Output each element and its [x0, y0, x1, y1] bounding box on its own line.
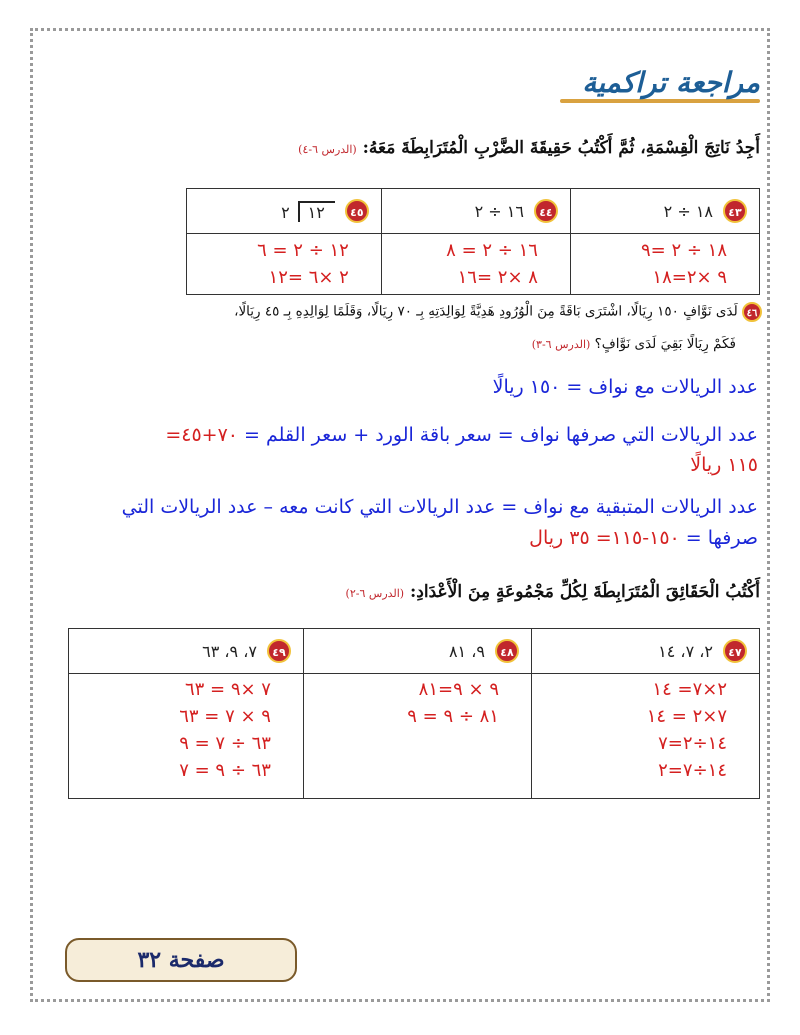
answer-line: ١٢ ÷ ٢ = ٦	[257, 240, 349, 261]
question-number-badge: ٤٦	[742, 302, 762, 322]
fact-family-table	[68, 628, 760, 799]
answer-line: ٧×٢ = ١٤	[646, 706, 727, 727]
q1-instruction	[40, 138, 760, 158]
q1-instruction-text: أَجِدُ نَاتِجَ الْقِسْمَةِ، ثُمَّ أَكْتُبُ حَقِيقَةَ الضَّرْبِ الْمُتَرَابِطَةَ مَعَهُ:	[362, 138, 760, 158]
q3-answer-49	[69, 674, 304, 799]
q3-instruction	[40, 582, 760, 602]
long-division	[281, 201, 335, 222]
section-title: مراجعة تراكمية	[582, 66, 760, 99]
answer-line: ١٤÷٧=٢	[658, 760, 727, 781]
q1-answer-45	[187, 234, 382, 295]
question-number-badge: ٤٥	[345, 199, 369, 223]
answer-line: ١٤÷٢=٧	[658, 733, 727, 754]
division-expression: ١٦ ÷ ٢	[474, 201, 524, 221]
q1-cell-43-header	[570, 189, 759, 234]
answer-line: ٢×٧= ١٤	[652, 679, 727, 700]
q3-answer-47	[531, 674, 759, 799]
answer-line: ٩ × ٩=٨١	[418, 679, 499, 700]
q1-answer-43	[570, 234, 759, 295]
q2-text-line1: لَدَى نَوَّافٍ ١٥٠ رِيَالًا، اشْتَرَى بَاقَةً مِنَ الْوُرُودِ هَدِيَّةً لِوَالِدَتِهِ بِـ ٧٠ رِيَالًا، وَقَلَمًا لِوَالِدِهِ بِـ ٤٥ رِيَالًا،	[234, 303, 738, 320]
number-set: ٧، ٩، ٦٣	[202, 641, 257, 661]
answer-line: ٧ ×٩ = ٦٣	[184, 679, 271, 700]
q1-lesson-ref: (الدرس ٦-٤)	[298, 143, 357, 156]
q3-lesson-ref: (الدرس ٦-٢)	[345, 587, 405, 600]
answer-line: ٨١ ÷ ٩ = ٩	[407, 706, 499, 727]
page-number-text: صفحة ٣٢	[137, 947, 225, 973]
solution-spent-label: عدد الريالات التي صرفها نواف = سعر باقة الورد + سعر القلم =	[238, 424, 758, 446]
number-set: ٢، ٧، ١٤	[658, 641, 713, 661]
q2-lesson-ref: (الدرس ٦-٣)	[531, 338, 591, 351]
question-number-badge: ٤٤	[534, 199, 558, 223]
q3-cell-49-header	[69, 629, 304, 674]
answer-line: ٦٣ ÷ ٧ = ٩	[179, 733, 271, 754]
solution-line-2	[38, 424, 758, 446]
q3-instruction-text: أَكْتُبُ الْحَقَائِقَ الْمُتَرَابِطَةَ لِكُلِّ مَجْمُوعَةٍ مِنَ الْأَعْدَادِ:	[410, 582, 760, 602]
question-number-badge: ٤٨	[495, 639, 519, 663]
answer-line: ٩ ×٢=١٨	[652, 267, 727, 288]
title-underline	[560, 99, 760, 103]
answer-line: ١٦ ÷ ٢ = ٨	[446, 240, 538, 261]
page-number-label	[65, 938, 297, 982]
solution-spent-calc: ٧٠+٤٥=	[165, 424, 239, 446]
q3-cell-47-header	[531, 629, 759, 674]
solution-line-5	[38, 527, 758, 549]
q1-answer-44	[381, 234, 570, 295]
answer-line: ٢ ×٦ =١٢	[268, 267, 349, 288]
solution-line-4: عدد الريالات المتبقية مع نواف = عدد الريالات التي كانت معه – عدد الريالات التي	[121, 496, 758, 518]
q2-text-line2: فَكَمْ رِيَالًا بَقِيَ لَدَى نَوَّافٍ؟	[594, 336, 736, 352]
q3-cell-48-header	[303, 629, 531, 674]
answer-line: ١٨ ÷ ٢ =٩	[640, 240, 727, 261]
solution-line-1: عدد الريالات مع نواف = ١٥٠ ريالًا	[492, 376, 758, 398]
divisor: ٢	[281, 202, 290, 222]
answer-line: ٨ ×٢ =١٦	[457, 267, 538, 288]
number-set: ٩، ٨١	[448, 641, 485, 661]
question-number-badge: ٤٩	[267, 639, 291, 663]
answer-line: ٩ × ٧ = ٦٣	[179, 706, 271, 727]
answer-line: ٦٣ ÷ ٩ = ٧	[179, 760, 271, 781]
solution-remaining-label: صرفها =	[679, 527, 758, 549]
section-title-wrap	[560, 66, 760, 103]
q1-cell-44-header	[381, 189, 570, 234]
division-expression: ١٨ ÷ ٢	[663, 201, 713, 221]
division-table	[186, 188, 760, 295]
solution-line-3: ١١٥ ريالًا	[690, 454, 758, 476]
dividend: ١٢	[298, 201, 335, 222]
q1-cell-45-header	[187, 189, 382, 234]
solution-remaining-calc: ١٥٠-١١٥= ٣٥ ريال	[529, 527, 680, 549]
q3-answer-48	[303, 674, 531, 799]
q2-problem-line2	[36, 336, 736, 352]
question-number-badge: ٤٧	[723, 639, 747, 663]
q2-problem	[32, 302, 762, 322]
question-number-badge: ٤٣	[723, 199, 747, 223]
